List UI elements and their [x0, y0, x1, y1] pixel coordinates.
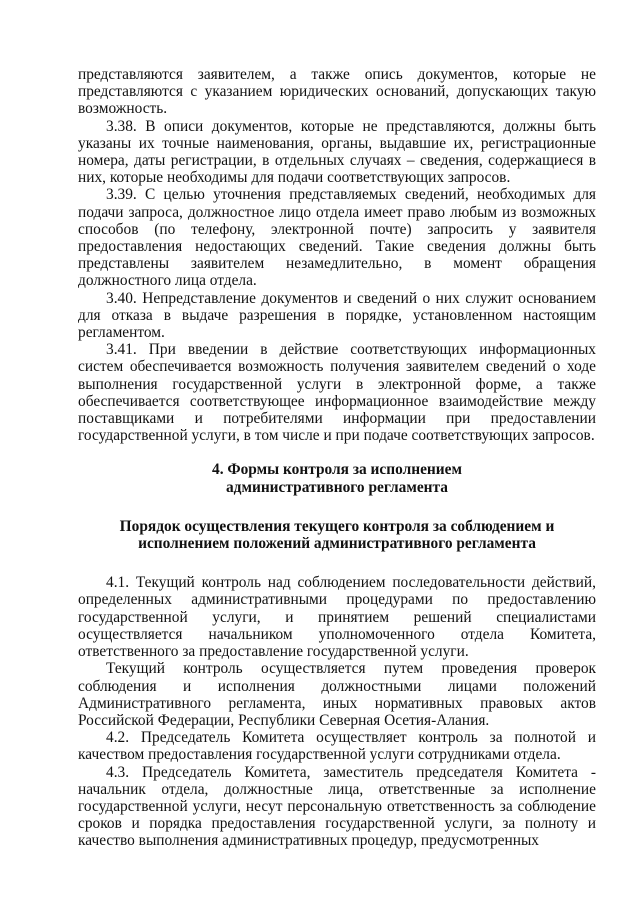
paragraph-4-2: 4.2. Председатель Комитета осуществляет контроль за полнотой и качеством предоставления государственной услуги сотрудниками отдела.	[78, 729, 596, 764]
paragraph-3-41: 3.41. При введении в действие соответствующих информационных систем обеспечивается возможность получения заявителем сведений о ходе выполнения государственной услуги в электронной форме, а также обеспечивается соответствующее информационное взаимодействие между поставщиками и потребителями информации при предоставлении государственной услуги, в том числе и при подаче соответствующих запросов.	[78, 341, 596, 445]
paragraph-current-control: Текущий контроль осуществляется путем проведения проверок соблюдения и исполнения должностными лицами положений Административного регламента, иных нормативных правовых актов Российской Федерации, Республики Северная Осетия-Алания.	[78, 660, 596, 729]
paragraph-4-1: 4.1. Текущий контроль над соблюдением последовательности действий, определенных административными процедурами по предоставлению государственной услуги, и принятием решений специалистами осуществляется начальником уполномоченного отдела Комитета, ответственного за предоставление государственной услуги.	[78, 574, 596, 661]
paragraph-4-3: 4.3. Председатель Комитета, заместитель председателя Комитета - начальник отдела, должностные лица, ответственные за исполнение государственной услуги, несут персональную ответственность за соблюдение сроков и порядка предоставления государственной услуги, за полноту и качество выполнения административных процедур, предусмотренных	[78, 763, 596, 850]
section-heading	[78, 461, 596, 495]
paragraph-3-38: 3.38. В описи документов, которые не представляются, должны быть указаны их точные наименования, органы, выдавшие их, регистрационные номера, даты регистрации, в отдельных случаях – сведения, содержащиеся в них, которые необходимы для подачи соответствующих запросов.	[78, 117, 596, 187]
section-heading-line-1: 4. Формы контроля за исполнением	[212, 461, 462, 479]
sub-heading-line-1: Порядок осуществления текущего контроля за соблюдением и	[119, 517, 555, 535]
document-page	[78, 66, 596, 850]
section-heading-line-2: административного регламента	[225, 478, 448, 496]
paragraph-3-39: 3.39. С целью уточнения представляемых сведений, необходимых для подачи запроса, должностное лицо отдела имеет право любым из возможных способов (по телефону, электронной почте) запросить у заявителя предоставления недостающих сведений. Такие сведения должны быть представлены заявителем незамедлительно, в момент обращения должностного лица отдела.	[78, 186, 596, 290]
sub-heading-line-2: исполнением положений административного регламента	[138, 535, 536, 553]
paragraph-3-40: 3.40. Непредставление документов и сведений о них служит основанием для отказа в выдаче разрешения в порядке, установленном настоящим регламентом.	[78, 289, 596, 342]
sub-heading	[78, 518, 596, 552]
paragraph-continuation: представляются заявителем, а также опись документов, которые не представляются с указанием юридических оснований, допускающих такую возможность.	[78, 66, 596, 118]
